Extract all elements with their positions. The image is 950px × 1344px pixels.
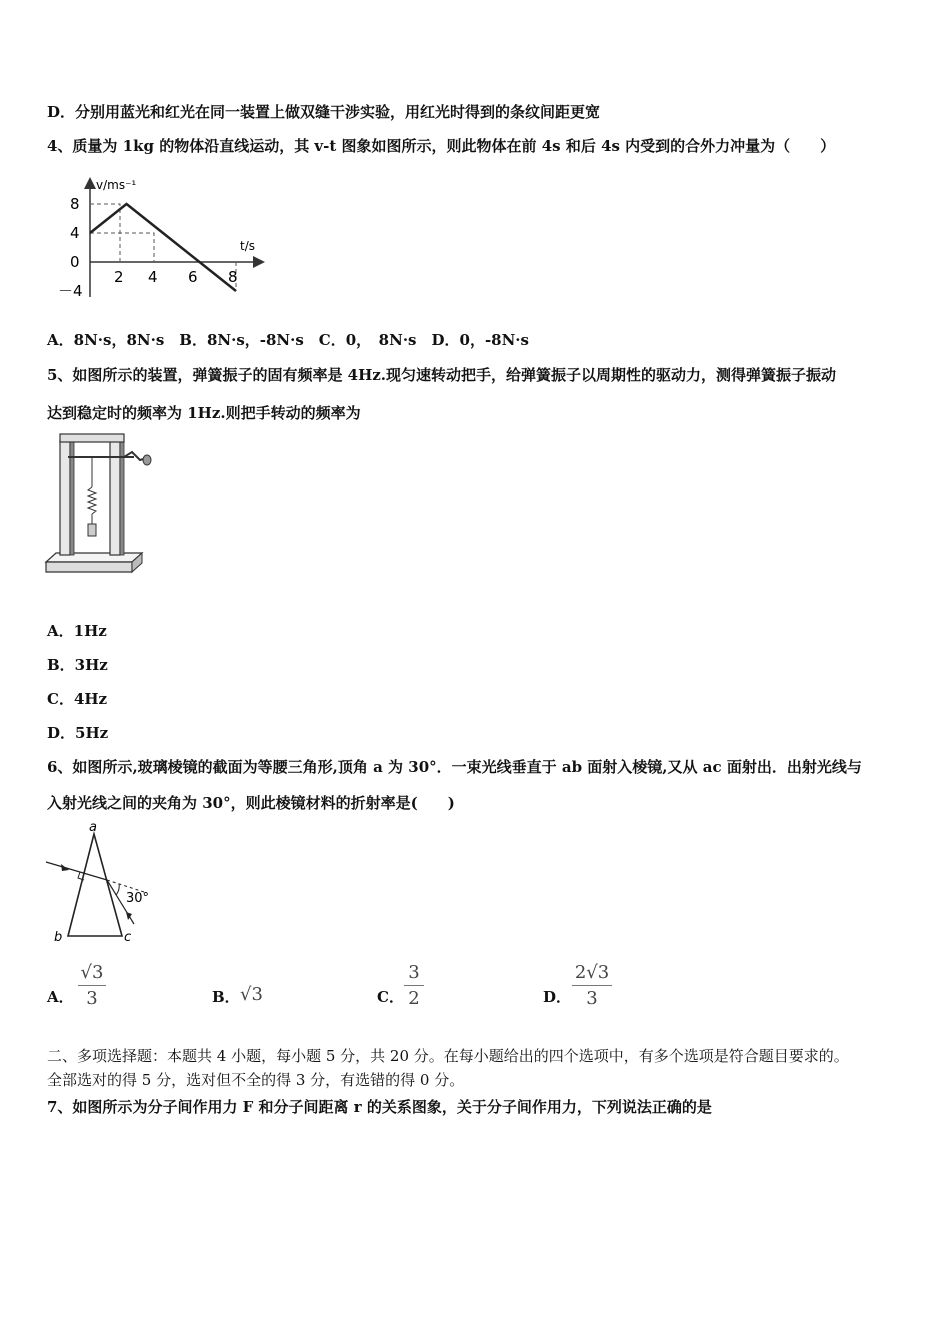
q6-option-d-denominator: 3 bbox=[586, 988, 598, 1009]
q5-option-d: D．5Hz bbox=[47, 724, 109, 742]
q6-stem-line1: 6、如图所示,玻璃棱镜的截面为等腰三角形,顶角 a 为 30°．一束光线垂直于 ab 面射入棱镜,又从 ac 面射出．出射光线与 bbox=[47, 758, 862, 776]
q7-stem: 7、如图所示为分子间作用力 F 和分子间距离 r 的关系图象，关于分子间作用力，下列说法正确的是 bbox=[47, 1098, 712, 1116]
q6-option-c-value bbox=[404, 962, 424, 1009]
x-tick-8: 8 bbox=[228, 268, 238, 286]
q6-option-c-label: C． bbox=[377, 988, 404, 1006]
vertex-c-label: c bbox=[124, 930, 132, 945]
prism-diagram bbox=[44, 820, 164, 945]
q5-option-b: B．3Hz bbox=[47, 656, 108, 674]
q6-option-d-label: D． bbox=[543, 988, 572, 1006]
q5-option-c: C．4Hz bbox=[47, 690, 108, 708]
q6-option-d-value bbox=[572, 962, 612, 1009]
y-tick-0: 0 bbox=[70, 253, 80, 271]
vt-series-line bbox=[90, 204, 236, 291]
q6-option-b-label: B． bbox=[212, 988, 240, 1006]
q6-option-a-label: A． bbox=[47, 988, 74, 1006]
q6-option-b-value: √3 bbox=[240, 984, 263, 1005]
x-tick-6: 6 bbox=[188, 268, 198, 286]
x-tick-4: 4 bbox=[148, 268, 158, 286]
q6-option-a-value bbox=[78, 962, 106, 1009]
q6-option-c-denominator: 2 bbox=[408, 988, 420, 1009]
q3-option-d: D．分别用蓝光和红光在同一装置上做双缝干涉实验，用红光时得到的条纹间距更宽 bbox=[47, 103, 601, 121]
q4-options: A．8N·s，8N·s B．8N·s，-8N·s C．0， 8N·s D．0，-8N·s bbox=[47, 331, 529, 349]
section2-heading-line2: 全部选对的得 5 分，选对但不全的得 3 分，有选错的得 0 分。 bbox=[47, 1071, 465, 1089]
vertex-b-label: b bbox=[54, 930, 63, 945]
q5-stem-line2: 达到稳定时的频率为 1Hz.则把手转动的频率为 bbox=[47, 404, 361, 422]
section2-heading-line1: 二、多项选择题：本题共 4 小题，每小题 5 分，共 20 分。在每小题给出的四个选项中，有多个选项是符合题目要求的。 bbox=[47, 1047, 849, 1065]
x-tick-2: 2 bbox=[114, 268, 124, 286]
vertex-a-label: a bbox=[89, 820, 97, 835]
q5-stem-line1: 5、如图所示的装置，弹簧振子的固有频率是 4Hz.现匀速转动把手，给弹簧振子以周期性的驱动力，测得弹簧振子振动 bbox=[47, 366, 837, 384]
q6-option-a-denominator: 3 bbox=[86, 988, 98, 1009]
q5-option-a: A．1Hz bbox=[47, 622, 107, 640]
q6-stem-line2: 入射光线之间的夹角为 30°，则此棱镜材料的折射率是( ) bbox=[47, 794, 455, 812]
q6-option-c-numerator: 3 bbox=[408, 962, 420, 983]
y-axis-label: v/ms⁻¹ bbox=[96, 178, 137, 192]
q6-option-d-numerator: 2√3 bbox=[574, 962, 610, 983]
angle-label: 30° bbox=[126, 891, 150, 906]
y-tick-8: 8 bbox=[70, 195, 80, 213]
q4-stem: 4、质量为 1kg 的物体沿直线运动，其 v-t 图象如图所示，则此物体在前 4s 和后 4s 内受到的合外力冲量为（ ） bbox=[47, 137, 836, 155]
spring-oscillator-apparatus bbox=[44, 432, 164, 582]
q6-option-a-numerator: √3 bbox=[80, 962, 104, 983]
q4-vt-graph bbox=[52, 172, 272, 302]
y-tick-neg4: －4 bbox=[58, 282, 83, 300]
x-axis-label: t/s bbox=[240, 239, 255, 253]
y-tick-4: 4 bbox=[70, 224, 80, 242]
